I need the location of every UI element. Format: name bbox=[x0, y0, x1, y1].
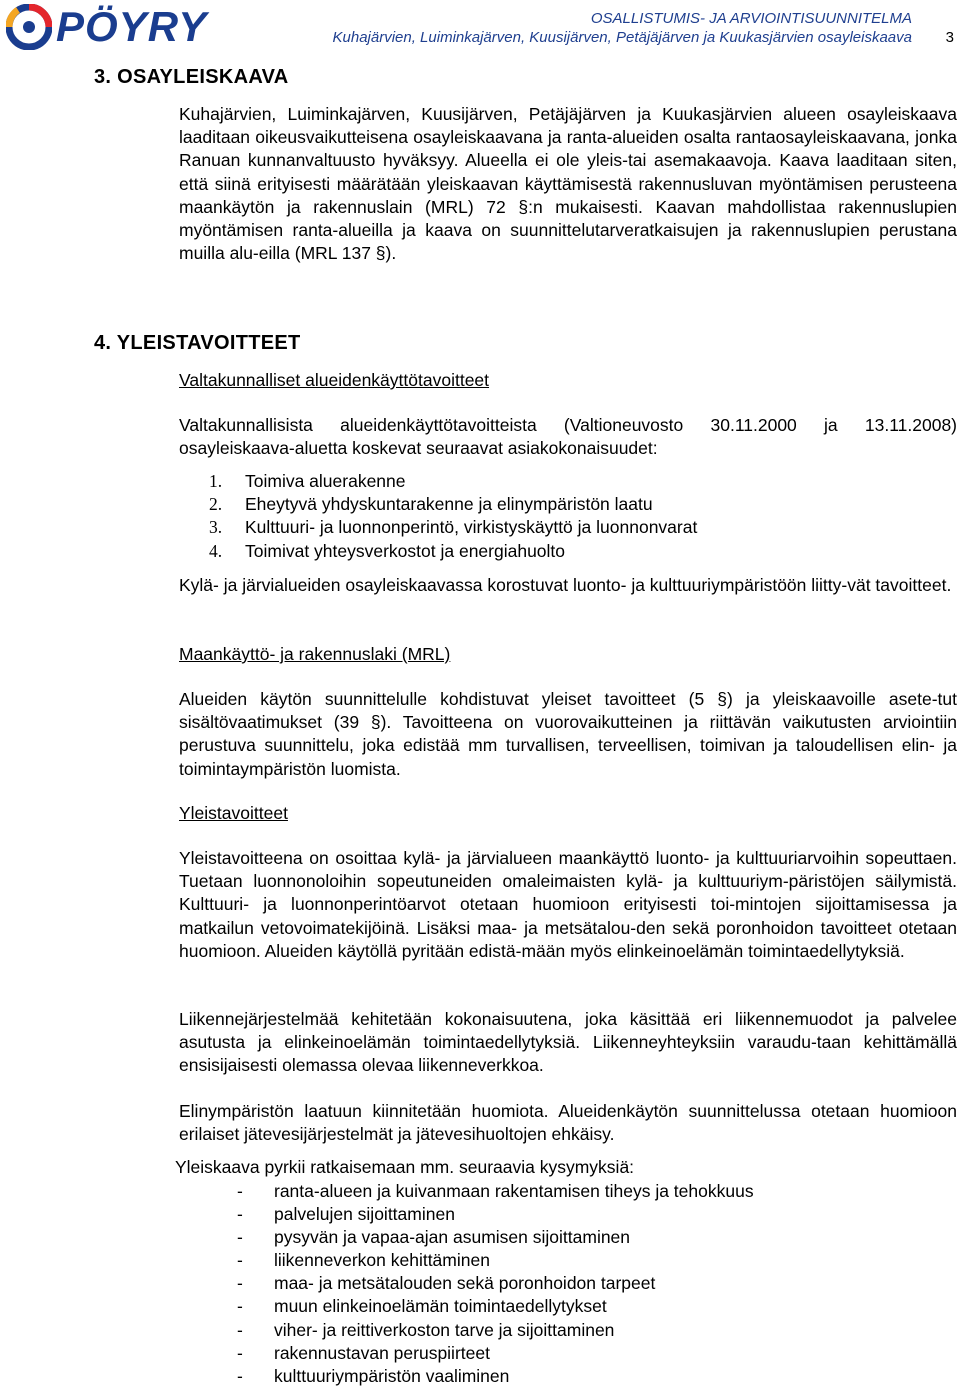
list-item: - pysyvän ja vapaa-ajan asumisen sijoittaminen bbox=[237, 1227, 631, 1248]
subheading-mrl: Maankäyttö- ja rakennuslaki (MRL) bbox=[179, 644, 451, 664]
subheading-valtakunnalliset: Valtakunnalliset alueidenkäyttötavoitteet bbox=[179, 370, 490, 390]
list-item: - rakennustavan peruspiirteet bbox=[237, 1342, 490, 1363]
dashed-list bbox=[237, 1180, 754, 1388]
list-item: - liikenneverkon kehittäminen bbox=[237, 1250, 490, 1271]
section-3-paragraph: Kuhajärvien, Luiminkajärven, Kuusijärven, Petäjäjärven ja Kuukasjärvien alueen osayleiskaava laaditaan oikeusvaikutteisena osayleiskaavana ja ranta-alueiden osalta rantaosayleiskaavana, jonka Ranuan kunnanvaltuusto hyväksyy. Alueella ei ole yleis-tai asemakaavoja. Kaava laaditaan siten, että siinä erityisesti määrätään yleiskaavan käyttämisestä rakennusluvan myöntämisen perusteena maankäytön ja rakennuslain (MRL) 72 §:n mukaisesti. Kaavan mahdollistaa rakennuslupien myöntämisen ranta-alueilla ja kaava on suunnittelutarveratkaisujen ja rakennuslupien perustana muilla alu-eilla (MRL 137 §). bbox=[179, 104, 957, 264]
list-item: - viher- ja reittiverkoston tarve ja sijoittaminen bbox=[237, 1319, 615, 1340]
header-doc-subtitle: Kuhajärvien, Luiminkajärven, Kuusijärven, Petäjäjärven ja Kuukasjärvien osayleiskaava bbox=[332, 29, 912, 46]
running-header bbox=[333, 9, 913, 47]
list-item: 3. Kulttuuri- ja luonnonperintö, virkistyskäyttö ja luonnonvarat bbox=[209, 517, 698, 538]
list-item: 1. Toimiva aluerakenne bbox=[209, 471, 406, 491]
section-3-heading: 3. OSAYLEISKAAVA bbox=[94, 66, 289, 88]
mrl-paragraph: Alueiden käytön suunnittelulle kohdistuvat yleiset tavoitteet (5 §) ja yleiskaavoille asete-tut sisältövaatimukset (39 §). Tavoitteena on vuorovaikutteinen ja riittävän vaikutusten arviointiin perustuva suunnittelu, joka edistää mm turvallisen, terveellisen, toimivan ja taloudellisen elin- ja toimintaympäristön luomista. bbox=[179, 689, 957, 779]
list-item: - kulttuuriympäristön vaaliminen bbox=[237, 1365, 510, 1386]
logo-wordmark: PÖYRY bbox=[56, 3, 208, 50]
numbered-list bbox=[209, 470, 697, 563]
yleistavoitteet-paragraph-1: Yleistavoitteena on osoittaa kylä- ja järvialueen maankäyttö luonto- ja kulttuuriarvoihin sopeuttaen. Tuetaan luonnonoloihin sopeutuneiden omaleimaisten kylä- ja kulttuuriym-päristöjen säilymistä. Kulttuuri- ja luonnonperintöarvot otetaan huomioon erityisesti toi-mintojen sijoittamisessa ja matkailun vetovoimatekijöinä. Lisäksi maa- ja metsätalou-den sekä poronhoidon tavoitteet otetaan huomioon. Alueiden käytöllä pyritään edistä-mään myös elinkeinoelämän toimintaedellytyksiä. bbox=[179, 848, 957, 961]
kyla-paragraph: Kylä- ja järvialueiden osayleiskaavassa korostuvat luonto- ja kulttuuriympäristöön liitty-vät tavoitteet. bbox=[179, 575, 952, 595]
list-item: - maa- ja metsätalouden sekä poronhoidon tarpeet bbox=[237, 1273, 656, 1294]
section-4-heading: 4. YLEISTAVOITTEET bbox=[94, 332, 301, 354]
header-doc-type: OSALLISTUMIS- JA ARVIOINTISUUNNITELMA bbox=[590, 10, 912, 27]
yleistavoitteet-paragraph-3: Elinympäristön laatuun kiinnitetään huomiota. Alueidenkäytön suunnittelussa otetaan huomioon erilaiset jätevesijärjestelmät ja jätevesihuoltojen ehkäisy. bbox=[179, 1101, 957, 1145]
list-item: - muun elinkeinoelämän toimintaedellytykset bbox=[237, 1296, 607, 1317]
list-item: 2. Eheytyvä yhdyskuntarakenne ja elinympäristön laatu bbox=[209, 494, 653, 515]
page-number: 3 bbox=[945, 29, 954, 46]
company-logo bbox=[6, 4, 207, 50]
questions-intro: Yleiskaava pyrkii ratkaisemaan mm. seuraavia kysymyksiä: bbox=[175, 1157, 635, 1177]
subheading-yleistavoitteet: Yleistavoitteet bbox=[179, 803, 288, 823]
list-item: - palvelujen sijoittaminen bbox=[237, 1204, 455, 1225]
yleistavoitteet-paragraph-2: Liikennejärjestelmää kehitetään kokonaisuutena, joka käsittää eri liikennemuodot ja palvelee asutusta ja elinkeinoelämän toimintaedellytyksiä. Liikenneyhteyksiin varaudu-taan kehittämällä ensisijaisesti olemassa olevaa liikenneverkkoa. bbox=[179, 1009, 957, 1076]
list-item: 4. Toimivat yhteysverkostot ja energiahuolto bbox=[209, 540, 566, 561]
intro-paragraph: Valtakunnallisista alueidenkäyttötavoitteista (Valtioneuvosto 30.11.2000 ja 13.11.2008) osayleiskaava-aluetta koskevat seuraavat asiakokonaisuudet: bbox=[179, 415, 957, 459]
poyry-logo-icon bbox=[6, 4, 52, 50]
list-item: - ranta-alueen ja kuivanmaan rakentamisen tiheys ja tehokkuus bbox=[237, 1181, 754, 1201]
